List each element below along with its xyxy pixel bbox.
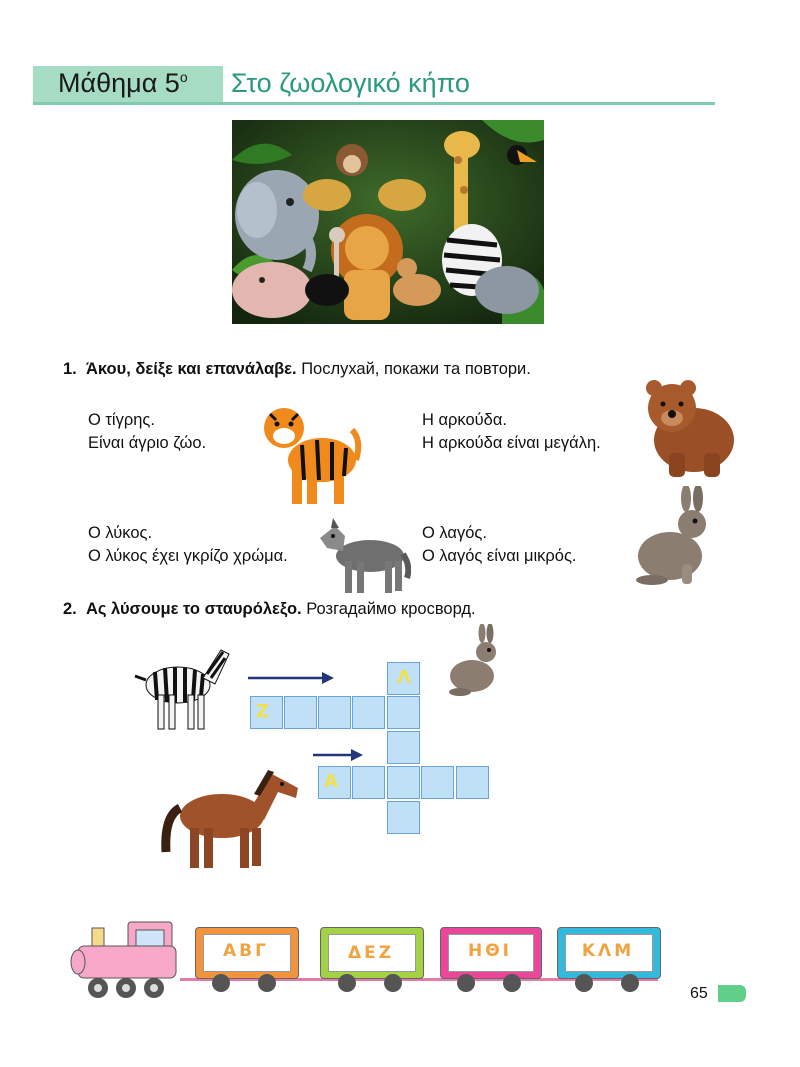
crossword-cell[interactable] xyxy=(318,696,351,729)
wagon-1-label: ΑΒΓ xyxy=(223,941,269,961)
bear-image xyxy=(644,378,736,478)
exercise-2-instruction: 2. Ας λύσουμε το σταυρόλεξο. Розгадаймо кросворд. xyxy=(63,600,476,618)
page-tab xyxy=(718,985,746,1002)
zebra-image xyxy=(133,640,233,732)
hare-line-2: Ο λαγός είναι μικρός. xyxy=(422,547,577,565)
wagon-3-label: ΗΘΙ xyxy=(467,941,512,961)
locomotive-image xyxy=(70,918,182,1000)
crossword-cell[interactable] xyxy=(456,766,489,799)
crossword-letter: Ζ xyxy=(256,701,270,722)
wagon-2-label: ΔΕΖ xyxy=(347,943,395,963)
wolf-line-1: Ο λύκος. xyxy=(88,524,153,542)
wheel xyxy=(258,974,276,992)
page-number: 65 xyxy=(690,985,708,1002)
bear-line-2: Η αρκούδα είναι μεγάλη. xyxy=(422,434,601,452)
wheel xyxy=(575,974,593,992)
crossword-letter: Α xyxy=(324,771,338,792)
arrow-right-icon xyxy=(248,671,334,685)
bear-line-1: Η αρκούδα. xyxy=(422,411,507,429)
wheel xyxy=(212,974,230,992)
hare-image xyxy=(446,624,504,696)
wheel xyxy=(338,974,356,992)
crossword-cell[interactable] xyxy=(387,731,420,764)
wheel xyxy=(384,974,402,992)
wolf-image xyxy=(315,516,411,596)
crossword-cell[interactable] xyxy=(352,696,385,729)
crossword-cell[interactable] xyxy=(387,696,420,729)
wheel xyxy=(621,974,639,992)
wagon-4-label: ΚΛΜ xyxy=(581,941,635,961)
crossword-cell[interactable] xyxy=(284,696,317,729)
wolf-line-2: Ο λύκος έχει γκρίζο χρώμα. xyxy=(88,547,288,565)
horse-image xyxy=(160,766,302,872)
zoo-illustration xyxy=(232,120,544,324)
wheel xyxy=(457,974,475,992)
crossword-cell[interactable] xyxy=(387,766,420,799)
lesson-title: Στο ζωολογικό κήπο xyxy=(231,68,470,98)
crossword-letter: Λ xyxy=(397,667,411,688)
tiger-line-2: Είναι άγριο ζώο. xyxy=(88,434,207,452)
tiger-image xyxy=(262,400,362,508)
wheel xyxy=(503,974,521,992)
crossword-cell[interactable] xyxy=(387,801,420,834)
crossword-cell[interactable] xyxy=(421,766,454,799)
arrow-right-icon xyxy=(313,748,363,762)
lesson-number: Μάθημα $5^o$ xyxy=(58,68,188,98)
tiger-line-1: Ο τίγρης. xyxy=(88,411,155,429)
hare-line-1: Ο λαγός. xyxy=(422,524,487,542)
exercise-1-instruction: 1. Άκου, δείξε και επανάλαβε. Послухай, покажи та повтори. xyxy=(63,360,531,378)
crossword-cell[interactable] xyxy=(352,766,385,799)
hare-image xyxy=(632,486,714,586)
header-underline xyxy=(33,102,715,105)
